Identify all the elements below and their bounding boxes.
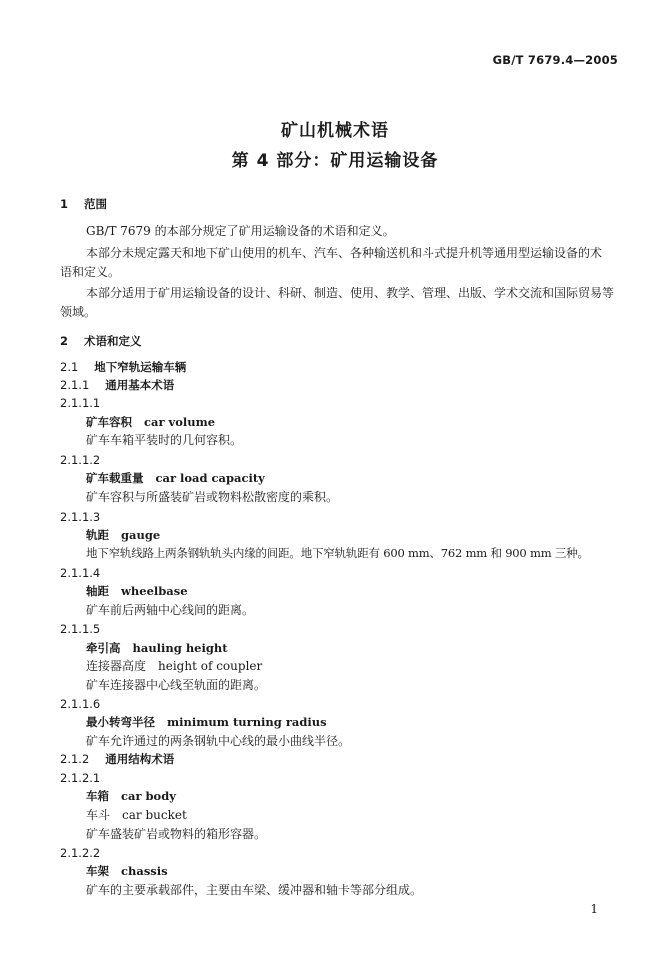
document-title: 矿山机械术语: [281, 121, 389, 141]
section-title: 术语和定义: [84, 334, 142, 348]
section-1-heading: [60, 196, 107, 212]
section-number: 2: [60, 334, 69, 348]
page-number: 1: [590, 902, 598, 916]
entry-number: 2.1.2.2: [60, 846, 101, 860]
entry-definition: 矿车允许通过的两条钢轨中心线的最小曲线半径。: [86, 734, 351, 748]
subsection-title: 通用基本术语: [105, 378, 175, 392]
document-subtitle: 第 4 部分：矿用运输设备: [231, 151, 439, 171]
term-en: car body: [121, 789, 176, 803]
entry-term: [86, 470, 265, 486]
term-en: wheelbase: [121, 584, 188, 598]
term-zh: 牵引高: [86, 641, 121, 655]
paragraph: 本部分未规定露天和地下矿山使用的机车、汽车、各种输送机和斗式提升机等通用型运输设备的术: [86, 246, 603, 260]
entry-number: 2.1.1.5: [60, 622, 101, 636]
section-title: 范围: [84, 197, 108, 211]
entry-definition: 矿车连接器中心线至轨面的距离。: [86, 678, 267, 692]
paragraph-continuation: 领域。: [60, 305, 97, 319]
entry-synonym: [86, 807, 187, 823]
entry-term: [86, 863, 168, 879]
section-2-heading: [60, 333, 142, 349]
standard-code: GB/T 7679.4—2005: [492, 53, 618, 67]
entry-term: [86, 414, 215, 430]
entry-number: 2.1.1.3: [60, 510, 101, 524]
entry-term: [86, 640, 228, 656]
entry-number: 2.1.1.4: [60, 566, 101, 580]
term-zh: 最小转弯半径: [86, 715, 155, 729]
subsection-title: 地下窄轨运输车辆: [94, 360, 187, 374]
subsection-title: 通用结构术语: [105, 752, 175, 766]
entry-definition: 矿车前后两轴中心线间的距离。: [86, 603, 255, 617]
entry-term: [86, 583, 188, 599]
subsection-2-1-2: [60, 751, 174, 767]
entry-number: 2.1.1.1: [60, 396, 101, 410]
entry-term: [86, 714, 327, 730]
synonym-zh: 连接器高度: [86, 659, 147, 673]
entry-definition: 矿车容积与所盛装矿岩或物料松散密度的乘积。: [86, 490, 339, 504]
synonym-en: car bucket: [122, 808, 187, 822]
paragraph-continuation: 语和定义。: [60, 265, 121, 279]
paragraph: GB/T 7679 的本部分规定了矿用运输设备的术语和定义。: [86, 224, 395, 238]
term-en: gauge: [121, 528, 161, 542]
entry-definition: 地下窄轨线路上两条钢轨轨头内缘的间距。地下窄轨轨距有 600 mm、762 mm 和 900 mm 三种。: [86, 546, 589, 560]
synonym-zh: 车斗: [86, 808, 111, 822]
subsection-2-1: [60, 359, 186, 375]
term-en: hauling height: [132, 641, 228, 655]
term-zh: 车箱: [86, 789, 109, 803]
entry-term: [86, 527, 160, 543]
entry-number: 2.1.2.1: [60, 771, 101, 785]
term-zh: 矿车载重量: [86, 471, 144, 485]
term-zh: 轨距: [86, 528, 109, 542]
subsection-2-1-1: [60, 377, 174, 393]
term-en: minimum turning radius: [167, 715, 327, 729]
subsection-number: 2.1.1: [60, 378, 90, 392]
entry-definition: 矿车车箱平装时的几何容积。: [86, 433, 243, 447]
entry-definition: 矿车盛装矿岩或物料的箱形容器。: [86, 827, 267, 841]
section-number: 1: [60, 197, 69, 211]
entry-term: [86, 788, 176, 804]
entry-number: 2.1.1.6: [60, 697, 101, 711]
term-zh: 车架: [86, 864, 109, 878]
entry-number: 2.1.1.2: [60, 453, 101, 467]
term-zh: 矿车容积: [86, 415, 132, 429]
term-zh: 轴距: [86, 584, 109, 598]
entry-synonym: [86, 658, 262, 674]
term-en: car load capacity: [155, 471, 265, 485]
term-en: chassis: [121, 864, 168, 878]
synonym-en: height of coupler: [158, 659, 263, 673]
entry-definition: 矿车的主要承载部件，主要由车梁、缓冲器和轴卡等部分组成。: [86, 883, 423, 897]
subsection-number: 2.1.2: [60, 752, 90, 766]
subsection-number: 2.1: [60, 360, 79, 374]
paragraph: 本部分适用于矿用运输设备的设计、科研、制造、使用、教学、管理、出版、学术交流和国际贸易等: [86, 286, 615, 300]
term-en: car volume: [144, 415, 216, 429]
